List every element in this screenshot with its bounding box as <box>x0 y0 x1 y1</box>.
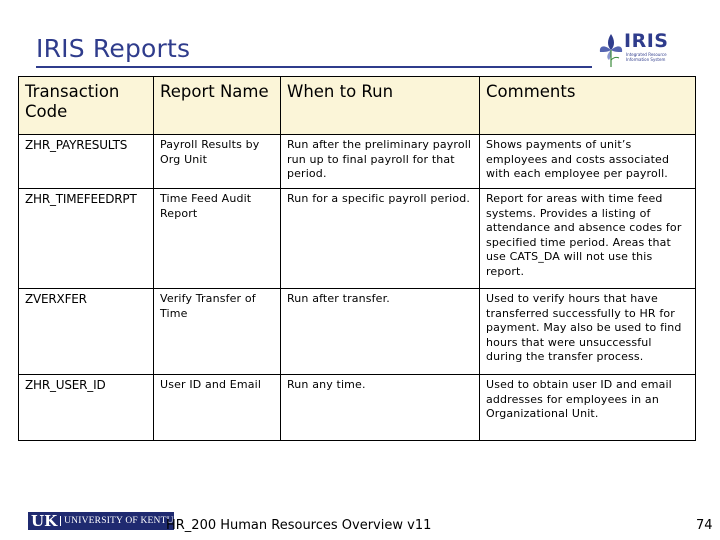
transaction-code: ZHR_USER_ID <box>19 375 154 441</box>
report-name: User ID and Email <box>154 375 281 441</box>
when-to-run: Run for a specific payroll period. <box>281 189 480 289</box>
table-header-row <box>19 77 696 135</box>
course-footer: HR_200 Human Resources Overview v11 <box>166 518 432 533</box>
transaction-code: ZHR_TIMEFEEDRPT <box>19 189 154 289</box>
page-title: IRIS Reports <box>36 34 191 63</box>
table-row <box>19 135 696 189</box>
iris-tagline: Integrated Resource Information System <box>626 52 667 62</box>
iris-flower-icon <box>598 30 624 68</box>
uk-logo-mark: UK <box>28 512 60 530</box>
comments: Used to verify hours that have transferred successfully to HR for payment. May also be used to find hours that were unsuccessful during the transfer process. <box>480 289 696 375</box>
university-of-kentucky-logo <box>28 512 195 530</box>
iris-brand: IRIS <box>624 30 669 52</box>
transaction-code: ZVERXFER <box>19 289 154 375</box>
title-underline <box>36 66 592 68</box>
page-number: 74 <box>696 518 713 533</box>
report-name: Payroll Results by Org Unit <box>154 135 281 189</box>
column-header: Report Name <box>154 77 281 135</box>
when-to-run: Run after the preliminary payroll run up to final payroll for that period. <box>281 135 480 189</box>
when-to-run: Run after transfer. <box>281 289 480 375</box>
table-row <box>19 189 696 289</box>
when-to-run: Run any time. <box>281 375 480 441</box>
transaction-code: ZHR_PAYRESULTS <box>19 135 154 189</box>
comments: Shows payments of unit’s employees and costs associated with each employee per payroll. <box>480 135 696 189</box>
report-name: Verify Transfer of Time <box>154 289 281 375</box>
column-header: Transaction Code <box>19 77 154 135</box>
report-name: Time Feed Audit Report <box>154 189 281 289</box>
table-row <box>19 289 696 375</box>
comments: Used to obtain user ID and email addresses for employees in an Organizational Unit. <box>480 375 696 441</box>
column-header: Comments <box>480 77 696 135</box>
reports-table <box>18 76 696 441</box>
column-header: When to Run <box>281 77 480 135</box>
iris-logo <box>598 28 670 70</box>
table-row <box>19 375 696 441</box>
uk-logo-wordmark: UNIVERSITY OF KENTUCKY <box>60 516 194 526</box>
comments: Report for areas with time feed systems. Provides a listing of attendance and absence codes for specified time period. Areas that use CATS_DA will not use this report. <box>480 189 696 289</box>
